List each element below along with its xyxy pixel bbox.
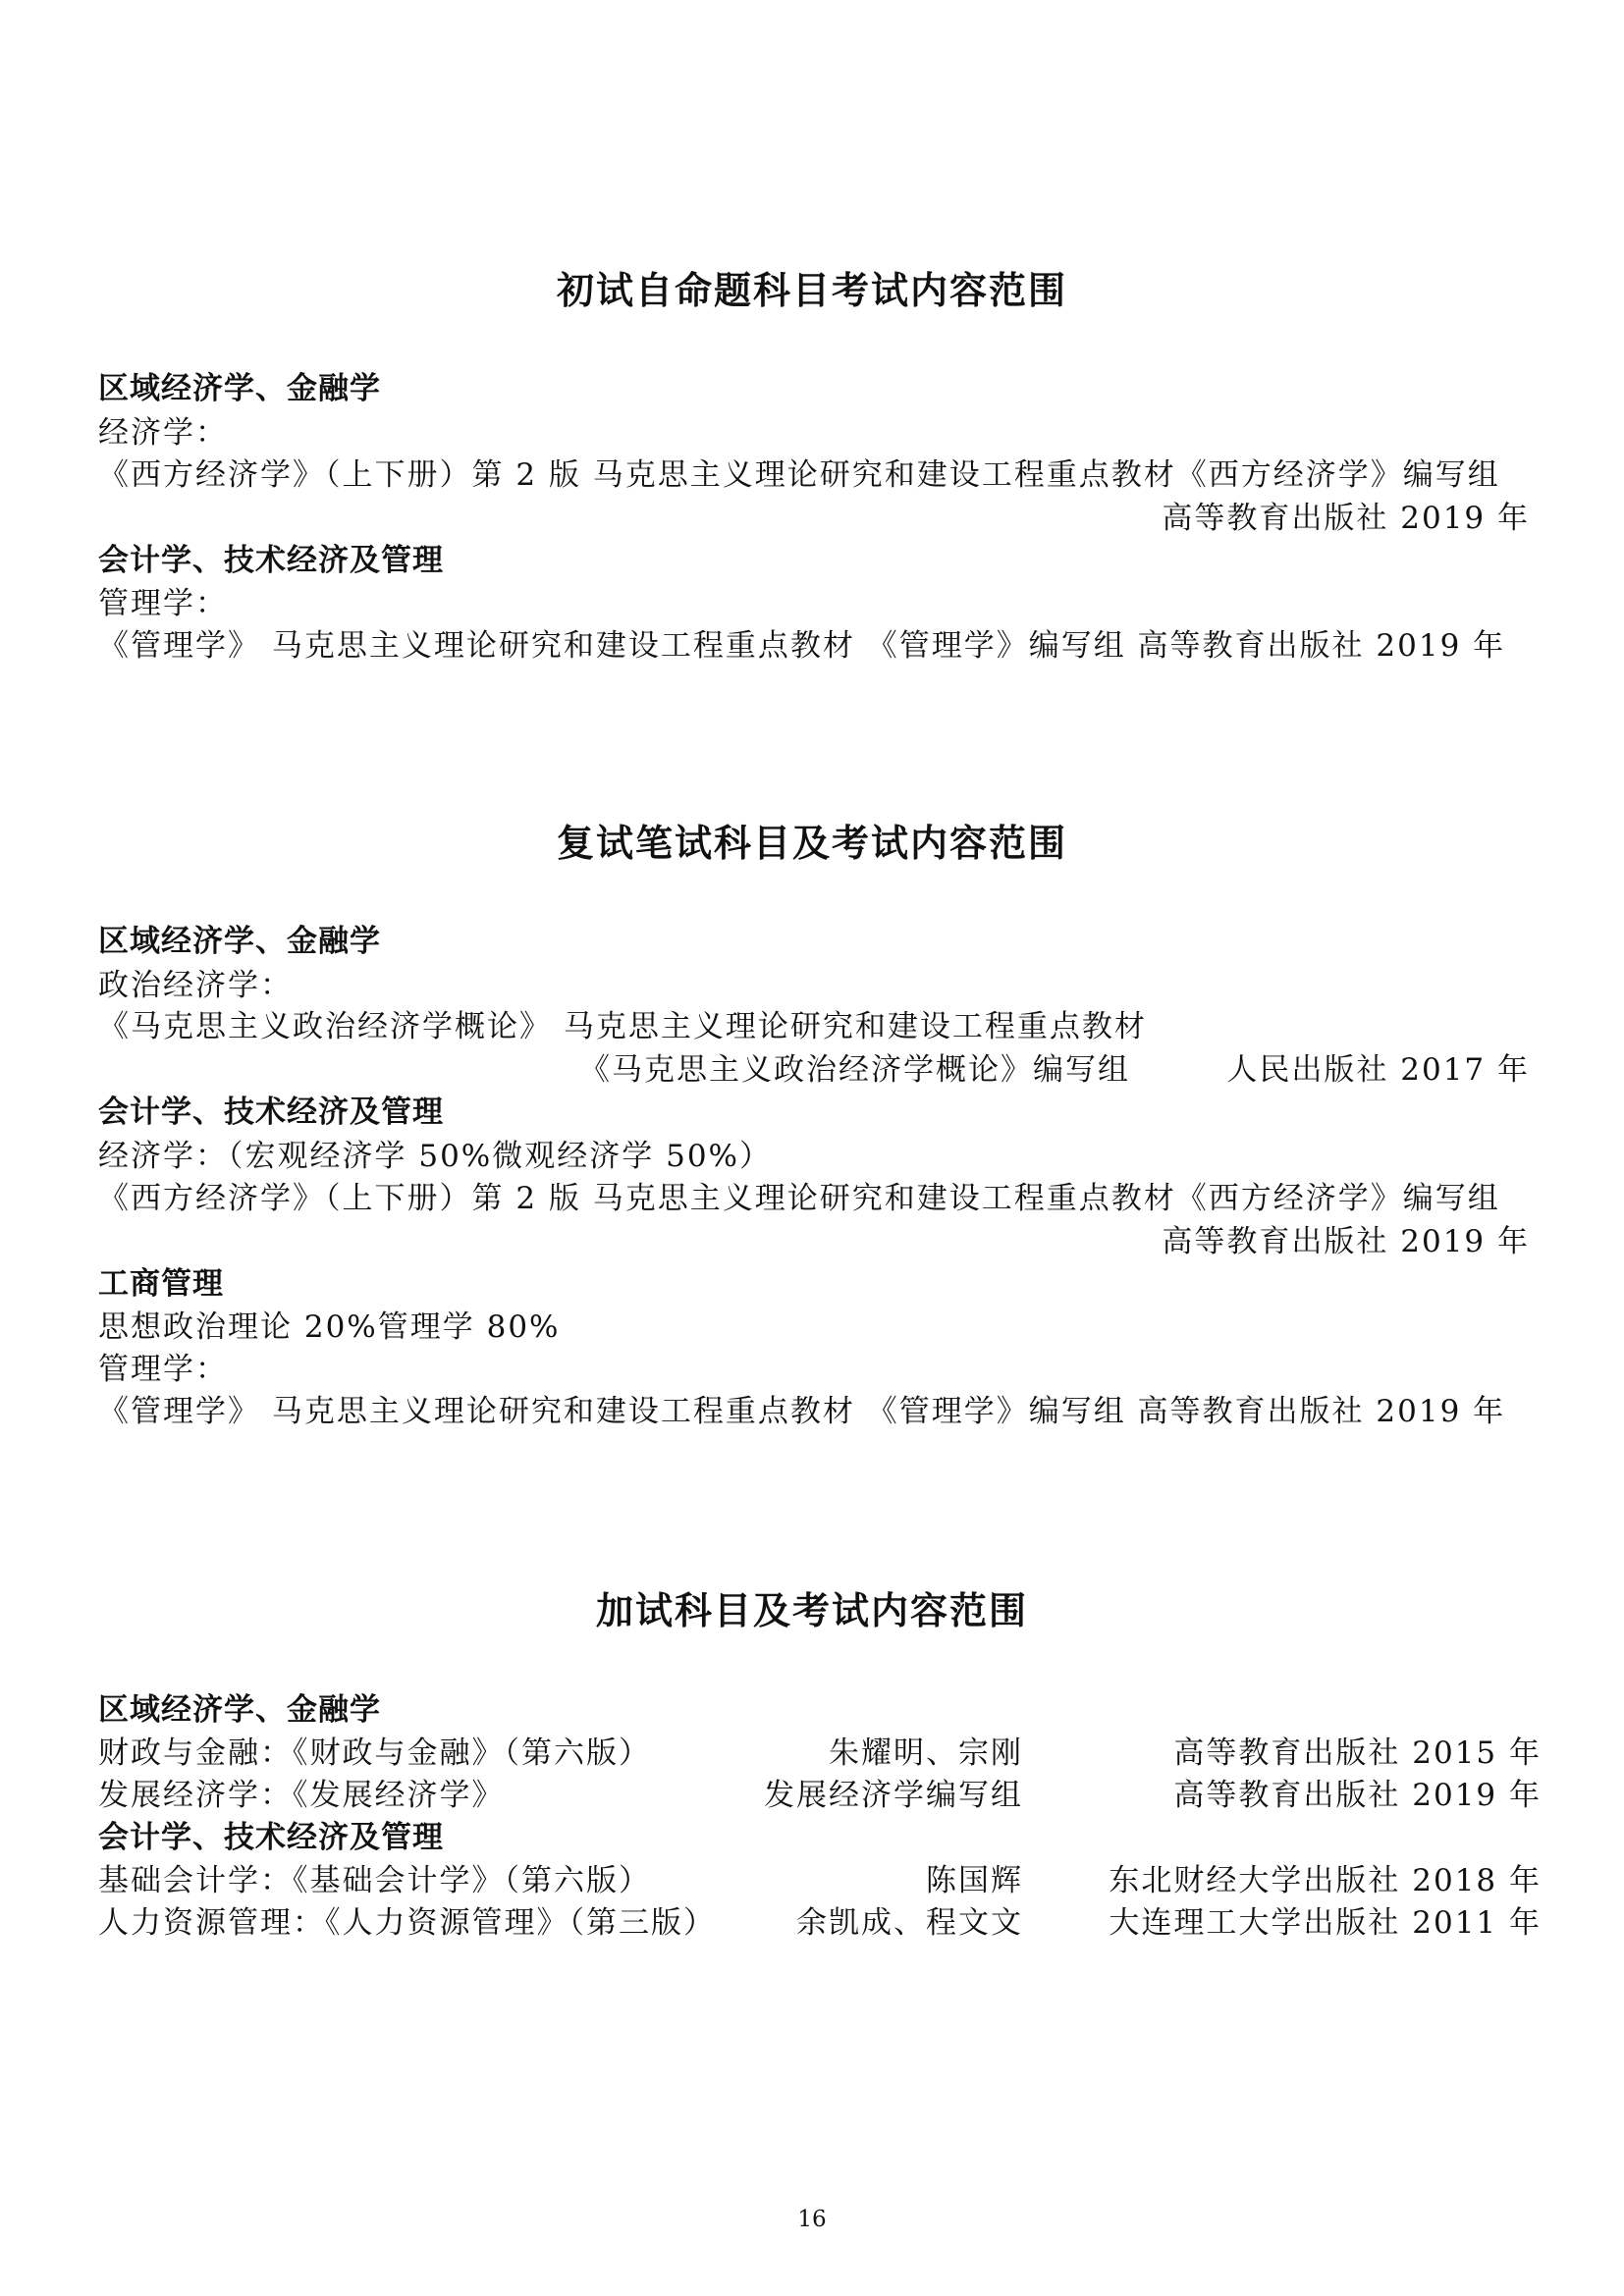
author: 《马克思主义政治经济学概论》编写组 (579, 1052, 1130, 1088)
subject-label: 经济学： (98, 415, 228, 451)
book-line: 《西方经济学》（上下册）第 2 版 马克思主义理论研究和建设工程重点教材《西方经济学》编写组 (98, 457, 1500, 493)
book-line: 《管理学》 马克思主义理论研究和建设工程重点教材 《管理学》编写组 高等教育出版社 2019 年 (98, 1394, 1506, 1429)
publisher: 东北财经大学出版社 2018 年 (1109, 1863, 1542, 1898)
book-line: 《管理学》 马克思主义理论研究和建设工程重点教材 《管理学》编写组 高等教育出版社 2019 年 (98, 628, 1506, 664)
section-title-preliminary: 初试自命题科目考试内容范围 (556, 268, 1067, 312)
book-line: 《马克思主义政治经济学概论》 马克思主义理论研究和建设工程重点教材 (98, 1009, 1147, 1044)
subject-label: 管理学： (98, 1352, 228, 1387)
publisher: 大连理工大学出版社 2011 年 (1109, 1905, 1542, 1941)
publisher: 高等教育出版社 2015 年 (1173, 1735, 1542, 1771)
author: 余凯成、程文文 (796, 1905, 1023, 1941)
group-heading: 区域经济学、金融学 (98, 1692, 381, 1728)
section-title-additional: 加试科目及考试内容范围 (595, 1588, 1028, 1632)
subject-label: 政治经济学： (98, 968, 293, 1003)
author: 陈国辉 (926, 1863, 1023, 1898)
book-line: 《西方经济学》（上下册）第 2 版 马克思主义理论研究和建设工程重点教材《西方经济学》编写组 (98, 1181, 1500, 1216)
publisher: 高等教育出版社 2019 年 (1173, 1778, 1542, 1813)
group-heading: 区域经济学、金融学 (98, 371, 381, 406)
group-heading: 会计学、技术经济及管理 (98, 543, 444, 578)
section-title-retest: 复试笔试科目及考试内容范围 (556, 821, 1067, 865)
group-heading: 会计学、技术经济及管理 (98, 1820, 444, 1855)
author: 朱耀明、宗刚 (829, 1735, 1023, 1771)
book-title: 发展经济学：《发展经济学》 (98, 1778, 505, 1813)
group-heading: 区域经济学、金融学 (98, 924, 381, 959)
book-title: 基础会计学：《基础会计学》（第六版） (98, 1863, 651, 1898)
publisher: 高等教育出版社 2019 年 (1162, 501, 1530, 536)
subject-label: 经济学：（宏观经济学 50%微观经济学 50%） (98, 1139, 773, 1174)
group-heading: 会计学、技术经济及管理 (98, 1095, 444, 1130)
book-title: 人力资源管理：《人力资源管理》（第三版） (98, 1905, 716, 1941)
publisher: 高等教育出版社 2019 年 (1162, 1224, 1530, 1259)
book-title: 财政与金融：《财政与金融》（第六版） (98, 1735, 651, 1771)
publisher: 人民出版社 2017 年 (1226, 1052, 1530, 1088)
author: 发展经济学编写组 (764, 1778, 1023, 1813)
page-number: 16 (797, 2207, 827, 2232)
weight-note: 思想政治理论 20%管理学 80% (98, 1309, 561, 1345)
group-heading: 工商管理 (98, 1266, 224, 1302)
subject-label: 管理学： (98, 586, 228, 621)
